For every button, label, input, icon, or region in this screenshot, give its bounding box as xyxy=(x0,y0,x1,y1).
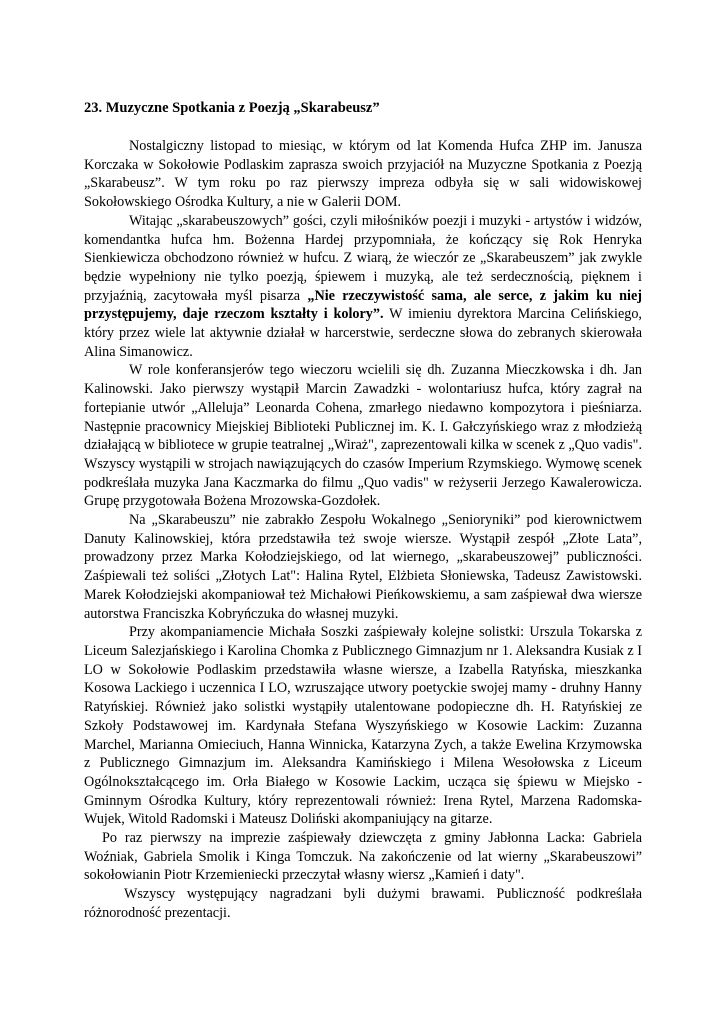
document-content xyxy=(84,99,642,923)
paragraph-2-text-b: W imieniu dyrektora Marcina Celińskiego, który przez wiele lat aktywnie działał w harcerstwie, serdeczne słowa do zebranych skierowała Alina Simanowicz. xyxy=(84,306,642,360)
paragraph-5: Przy akompaniamencie Michała Soszki zaśpiewały kolejne solistki: Urszula Tokarska z Liceum Salezjańskiego i Karolina Chomka z Publicznego Gimnazjum nr 1. Aleksandra Kusiak z I LO w Sokołowie Podlaskim przedstawiła własne wiersze, a Izabella Ratyńska, mieszkanka Kosowa Lackiego i uczennica I LO, wzruszające utwory poetyckie swojej mamy - druhny Hanny Ratyńskiej. Również jako solistki wystąpiły utalentowane podopieczne dh. H. Ratyńskiej ze Szkoły Podstawowej im. Kardynała Stefana Wyszyńskiego w Kosowie Lackim: Zuzanna Marchel, Marianna Omieciuch, Hanna Winnicka, Katarzyna Zych, a także Ewelina Krzymowska z Publicznego Gimnazjum im. Aleksandra Kamińskiego i Milena Wesołowska z Liceum Ogólnokształcącego im. Orła Białego w Kosowie Lackim, ucząca się śpiewu w Miejsko - Gminnym Ośrodka Kultury, który reprezentowali również: Irena Rytel, Marzena Radomska-Wujek, Witold Radomski i Mateusz Doliński akompaniujący na gitarze. xyxy=(84,624,642,828)
paragraph-1: Nostalgiczny listopad to miesiąc, w którym od lat Komenda Hufca ZHP im. Janusza Korczaka w Sokołowie Podlaskim zaprasza swoich przyjaciół na Muzyczne Spotkania z Poezją „Skarabeusz”. W tym roku po raz pierwszy impreza odbyła się w sali widowiskowej Sokołowskiego Ośrodka Kultury, a nie w Galerii DOM. xyxy=(84,138,642,211)
paragraph-2-text-a: Witając „skarabeuszowych” gości, czyli miłośników poezji i muzyki - artystów i widzów, komendantka hufca hm. Bożenna Hardej przypomniała, że kończący się Rok Henryka Sienkiewicza obchodzono również w hufcu. Z wiarą, że wieczór ze „Skarabeuszem” jak zwykle będzie wypełniony nie tylko poezją, śpiewem i muzyką, ale też serdecznością, pięknem i przyjaźnią, zacytowała myśl pisarza xyxy=(84,212,642,304)
page-title: 23. Muzyczne Spotkania z Poezją „Skarabeusz” xyxy=(84,100,380,116)
paragraph-3: W role konferansjerów tego wieczoru wcielili się dh. Zuzanna Mieczkowska i dh. Jan Kalinowski. Jako pierwszy wystąpił Marcin Zawadzki - wolontariusz hufca, który zagrał na fortepianie utwór „Alleluja” Leonarda Cohena, zmarłego niedawno kompozytora i pieśniarza. Następnie pracownicy Miejskiej Biblioteki Publicznej im. K. I. Gałczyńskiego wraz z młodzieżą działającą w bibliotece w grupie teatralnej „Wiraż", zaprezentowali kilka w scenek z „Quo vadis". Wszyscy wystąpili w strojach nawiązujących do czasów Imperium Rzymskiego. Wymowę scenek podkreślała muzyka Jana Kaczmarka do filmu „Quo vadis" w reżyserii Jerzego Kawalerowicza. Grupę przygotowała Bożena Mrozowska-Gozdołek. xyxy=(84,362,642,510)
paragraph-7: Wszyscy występujący nagradzani byli dużymi brawami. Publiczność podkreślała różnorodność prezentacji. xyxy=(84,886,642,921)
paragraph-2-quote: „Nie rzeczywistość sama, ale serce, z jakim ku niej przystępujemy, daje rzeczom kształty i kolory”. xyxy=(84,287,642,323)
paragraph-4: Na „Skarabeuszu” nie zabrakło Zespołu Wokalnego „Senioryniki” pod kierownictwem Danuty Kalinowskiej, która przedstawiła też swoje wiersze. Wystąpił zespół „Złote Lata”, prowadzony przez Marka Kołodziejskiego, od lat wiernego, „skarabeuszowej” publiczności. Zaśpiewali też soliści „Złotych Lat": Halina Rytel, Elżbieta Słoniewska, Tadeusz Zawistowski. Marek Kołodziejski akompaniował też Michałowi Pieńkowskiemu, a sam zaśpiewał dwa wiersze autorstwa Franciszka Kobryńczuka do własnej muzyki. xyxy=(84,512,642,622)
paragraph-2 xyxy=(84,212,642,362)
paragraph-6: Po raz pierwszy na imprezie zaśpiewały dziewczęta z gminy Jabłonna Lacka: Gabriela Woźniak, Gabriela Smolik i Kinga Tomczuk. Na zakończenie od lat wierny „Skarabeuszowi” sokołowianin Piotr Krzemieniecki przeczytał własny wiersz „Kamień i daty". xyxy=(84,830,642,884)
